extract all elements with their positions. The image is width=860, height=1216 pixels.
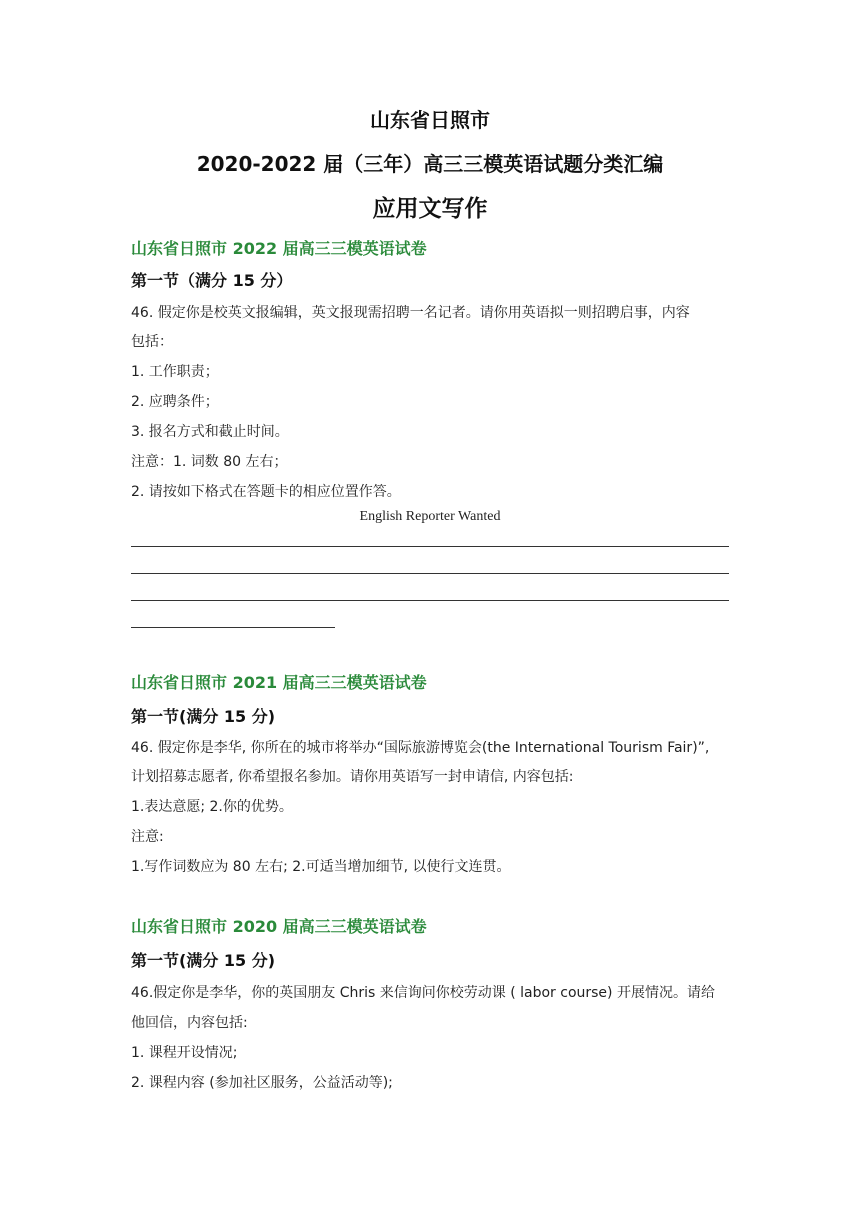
document-title-series: 2020-2022 届（三年）高三三模英语试题分类汇编 (196, 152, 664, 176)
question-line: 46.假定你是李华，你的英国朋友 Chris 来信询问你校劳动课 ( labor course) 开展情况。请给 (131, 985, 715, 1001)
question-line: 46. 假定你是李华, 你所在的城市将举办“国际旅游博览会(the International Tourism Fair)”, (131, 740, 710, 756)
question-line: 1. 课程开设情况; (131, 1045, 238, 1061)
question-line: 包括： (131, 334, 173, 350)
document-title-topic: 应用文写作 (372, 196, 488, 222)
question-line: 他回信，内容包括: (131, 1015, 248, 1031)
question-line: 2. 应聘条件； (131, 394, 219, 410)
answer-line (131, 600, 729, 601)
question-line: 注意：1. 词数 80 左右； (131, 454, 288, 470)
section-subheading-2022: 第一节（满分 15 分） (131, 271, 293, 290)
question-line: 2. 课程内容 (参加社区服务，公益活动等); (131, 1075, 393, 1091)
document-title-region: 山东省日照市 (370, 108, 490, 132)
answer-line (131, 627, 335, 628)
answer-title: English Reporter Wanted (359, 509, 501, 524)
question-line: 注意: (131, 829, 164, 845)
section-subheading-2020: 第一节(满分 15 分) (131, 951, 276, 970)
section-heading-2021: 山东省日照市 2021 届高三三模英语试卷 (131, 673, 427, 692)
question-line: 3. 报名方式和截止时间。 (131, 424, 289, 440)
section-heading-2022: 山东省日照市 2022 届高三三模英语试卷 (131, 239, 427, 258)
question-line: 1. 工作职责； (131, 364, 219, 380)
question-line: 1.写作词数应为 80 左右; 2.可适当增加细节, 以使行文连贯。 (131, 859, 511, 875)
question-line: 1.表达意愿; 2.你的优势。 (131, 799, 293, 815)
answer-line (131, 573, 729, 574)
question-line: 2. 请按如下格式在答题卡的相应位置作答。 (131, 484, 401, 500)
question-line: 46. 假定你是校英文报编辑，英文报现需招聘一名记者。请你用英语拟一则招聘启事，内容 (131, 305, 690, 321)
question-line: 计划招募志愿者, 你希望报名参加。请你用英语写一封申请信, 内容包括: (131, 769, 574, 785)
section-heading-2020: 山东省日照市 2020 届高三三模英语试卷 (131, 917, 427, 936)
answer-line (131, 546, 729, 547)
section-subheading-2021: 第一节(满分 15 分) (131, 707, 276, 726)
